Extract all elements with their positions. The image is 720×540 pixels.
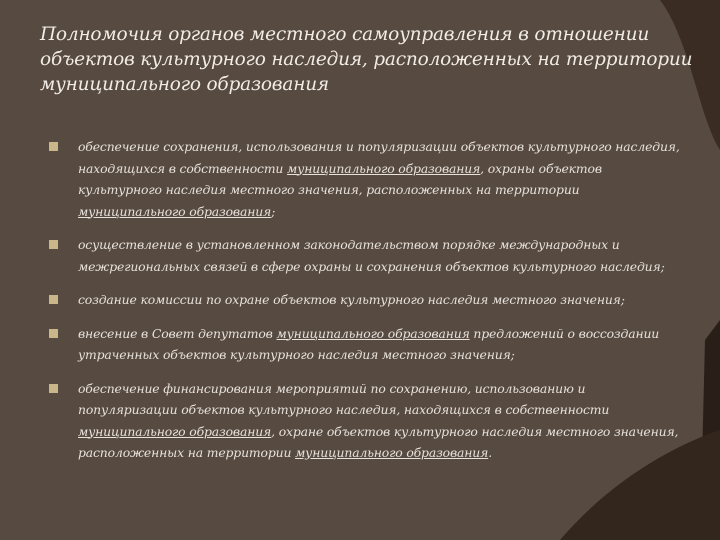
slide-title: Полномочия органов местного самоуправления в отношении объектов культурного наследия, расположенных на территории муниципального образования bbox=[40, 24, 693, 95]
bullet-list bbox=[46, 136, 686, 464]
text-segment: . bbox=[488, 445, 492, 460]
text-segment: внесение в Совет депутатов bbox=[78, 325, 277, 341]
bullet-item bbox=[46, 136, 686, 222]
square-bullet-icon bbox=[49, 295, 58, 304]
text-segment: обеспечение финансирования мероприятий по сохранению, использованию и популяризации объектов культурного наследия, находящихся в собственности bbox=[78, 380, 610, 417]
square-bullet-icon bbox=[49, 240, 58, 249]
bullet-text bbox=[78, 326, 659, 363]
square-bullet-icon bbox=[49, 384, 58, 393]
text-segment: обеспечение сохранения, использования и популяризации объектов культурного наследия, находящихся в собственности bbox=[78, 139, 680, 176]
underlined-term: муниципального образования bbox=[78, 203, 272, 219]
bullet-text bbox=[78, 237, 665, 274]
text-segment: , охраны объектов культурного наследия местного значения, расположенных на территории bbox=[78, 160, 602, 197]
bullet-text bbox=[78, 292, 625, 307]
underlined-term: муниципального образования bbox=[287, 160, 481, 176]
bullet-item bbox=[46, 323, 686, 366]
text-segment: осуществление в установленном законодательством порядке международных и межрегиональных связей в сфере охраны и сохранения объектов культурного наследия; bbox=[78, 237, 665, 274]
bullet-text bbox=[78, 139, 680, 219]
underlined-term: муниципального образования bbox=[276, 325, 470, 341]
text-segment: , охране объектов культурного наследия местного значения, расположенных на территории bbox=[78, 423, 679, 460]
bullet-item bbox=[46, 378, 686, 464]
text-segment: предложений о воссоздании утраченных объектов культурного наследия местного значения; bbox=[78, 325, 660, 362]
text-segment: создание комиссии по охране объектов культурного наследия местного значения; bbox=[78, 292, 625, 307]
bullet-item bbox=[46, 289, 686, 311]
square-bullet-icon bbox=[49, 142, 58, 151]
underlined-term: муниципального образования bbox=[295, 445, 489, 460]
text-segment: ; bbox=[271, 203, 276, 219]
bullet-text bbox=[78, 381, 678, 461]
underlined-term: муниципального образования bbox=[78, 423, 272, 439]
bullet-item bbox=[46, 234, 686, 277]
square-bullet-icon bbox=[49, 329, 58, 338]
